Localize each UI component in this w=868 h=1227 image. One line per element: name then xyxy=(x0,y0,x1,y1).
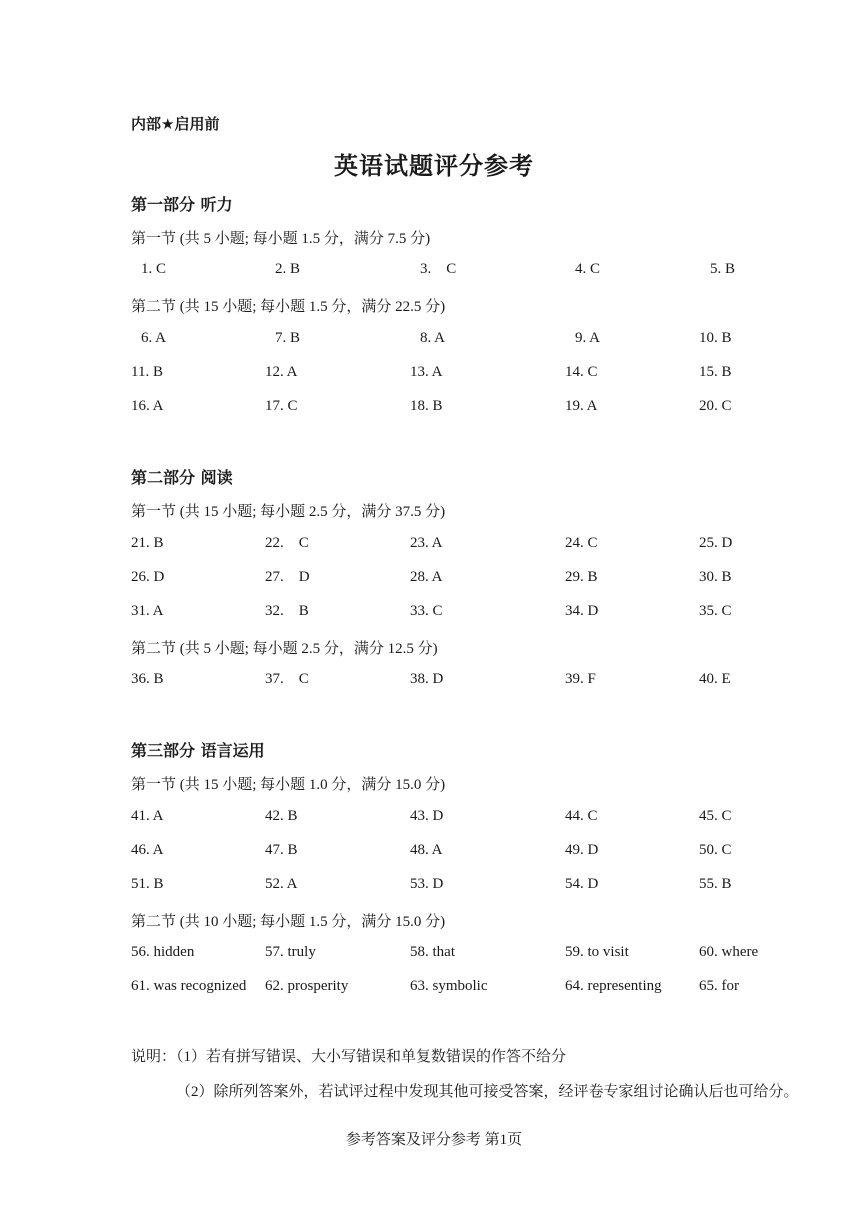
answer-item: 24. C xyxy=(565,535,598,551)
answer-item: 62. prosperity xyxy=(265,978,349,994)
answer-item: 8. A xyxy=(420,330,446,346)
answer-item: 7. B xyxy=(275,330,301,346)
answer-item: 59. to visit xyxy=(565,944,629,960)
answer-item: 51. B xyxy=(131,876,164,892)
answer-item: 16. A xyxy=(131,398,164,414)
answer-item: 65. for xyxy=(699,978,739,994)
answer-item: 36. B xyxy=(131,671,164,687)
answer-item: 41. A xyxy=(131,808,164,824)
answer-item: 58. that xyxy=(410,944,455,960)
part-1-section-1-title: 第一节 (共 5 小题; 每小题 1.5 分，满分 7.5 分) xyxy=(131,231,431,247)
answer-item: 42. B xyxy=(265,808,298,824)
answer-item: 63. symbolic xyxy=(410,978,488,994)
answer-item: 32. B xyxy=(265,603,309,619)
answer-item: 27. D xyxy=(265,569,310,585)
answer-item: 10. B xyxy=(699,330,732,346)
answer-item: 2. B xyxy=(275,261,301,277)
answer-item: 15. B xyxy=(699,364,732,380)
answer-item: 50. C xyxy=(699,842,732,858)
answer-item: 1. C xyxy=(141,261,167,277)
answer-item: 64. representing xyxy=(565,978,662,994)
answer-item: 13. A xyxy=(410,364,443,380)
answer-item: 4. C xyxy=(575,261,601,277)
answer-item: 14. C xyxy=(565,364,598,380)
page-footer: 参考答案及评分参考 第1页 xyxy=(345,1132,523,1148)
answer-item: 20. C xyxy=(699,398,732,414)
answer-item: 26. D xyxy=(131,569,165,585)
answer-item: 52. A xyxy=(265,876,298,892)
part-1-section-2-title: 第二节 (共 15 小题; 每小题 1.5 分，满分 22.5 分) xyxy=(131,299,446,315)
answer-item: 56. hidden xyxy=(131,944,195,960)
page-title: 英语试题评分参考 xyxy=(334,152,534,180)
answer-item: 28. A xyxy=(410,569,443,585)
part-3-section-2-title: 第二节 (共 10 小题; 每小题 1.5 分，满分 15.0 分) xyxy=(131,914,446,930)
answer-item: 53. D xyxy=(410,876,444,892)
answer-item: 45. C xyxy=(699,808,732,824)
answer-item: 19. A xyxy=(565,398,598,414)
answer-item: 38. D xyxy=(410,671,444,687)
part-1-title: 第一部分 听力 xyxy=(131,195,233,214)
answer-item: 43. D xyxy=(410,808,444,824)
answer-item: 37. C xyxy=(265,671,309,687)
answer-item: 40. E xyxy=(699,671,731,687)
answer-item: 33. C xyxy=(410,603,443,619)
answer-item: 11. B xyxy=(131,364,163,380)
answer-item: 61. was recognized xyxy=(131,978,247,994)
answer-item: 39. F xyxy=(565,671,596,687)
answer-item: 35. C xyxy=(699,603,732,619)
part-2-section-1-title: 第一节 (共 15 小题; 每小题 2.5 分，满分 37.5 分) xyxy=(131,504,446,520)
answer-item: 6. A xyxy=(141,330,167,346)
answer-item: 17. C xyxy=(265,398,298,414)
answer-item: 9. A xyxy=(575,330,601,346)
answer-item: 44. C xyxy=(565,808,598,824)
answer-item: 57. truly xyxy=(265,944,316,960)
answer-item: 55. B xyxy=(699,876,732,892)
part-3-title: 第三部分 语言运用 xyxy=(131,741,265,760)
answer-item: 29. B xyxy=(565,569,598,585)
part-2-title: 第二部分 阅读 xyxy=(131,468,233,487)
answer-item: 46. A xyxy=(131,842,164,858)
answer-item: 22. C xyxy=(265,535,309,551)
answer-item: 47. B xyxy=(265,842,298,858)
note-line-1: 说明：（1）若有拼写错误、大小写错误和单复数错误的作答不给分 xyxy=(131,1049,567,1065)
confidential-label: 内部★启用前 xyxy=(131,115,220,133)
answer-item: 3. C xyxy=(420,261,457,277)
answer-item: 60. where xyxy=(699,944,759,960)
answer-item: 30. B xyxy=(699,569,732,585)
answer-item: 21. B xyxy=(131,535,164,551)
answer-item: 49. D xyxy=(565,842,599,858)
answer-item: 48. A xyxy=(410,842,443,858)
answer-item: 25. D xyxy=(699,535,733,551)
answer-item: 34. D xyxy=(565,603,599,619)
answer-item: 5. B xyxy=(710,261,736,277)
answer-item: 23. A xyxy=(410,535,443,551)
answer-item: 31. A xyxy=(131,603,164,619)
answer-item: 18. B xyxy=(410,398,443,414)
part-2-section-2-title: 第二节 (共 5 小题; 每小题 2.5 分，满分 12.5 分) xyxy=(131,641,438,657)
part-3-section-1-title: 第一节 (共 15 小题; 每小题 1.0 分，满分 15.0 分) xyxy=(131,777,446,793)
answer-item: 54. D xyxy=(565,876,599,892)
answer-item: 12. A xyxy=(265,364,298,380)
note-line-2: （2）除所列答案外，若试评过程中发现其他可接受答案，经评卷专家组讨论确认后也可给分。 xyxy=(176,1084,799,1100)
